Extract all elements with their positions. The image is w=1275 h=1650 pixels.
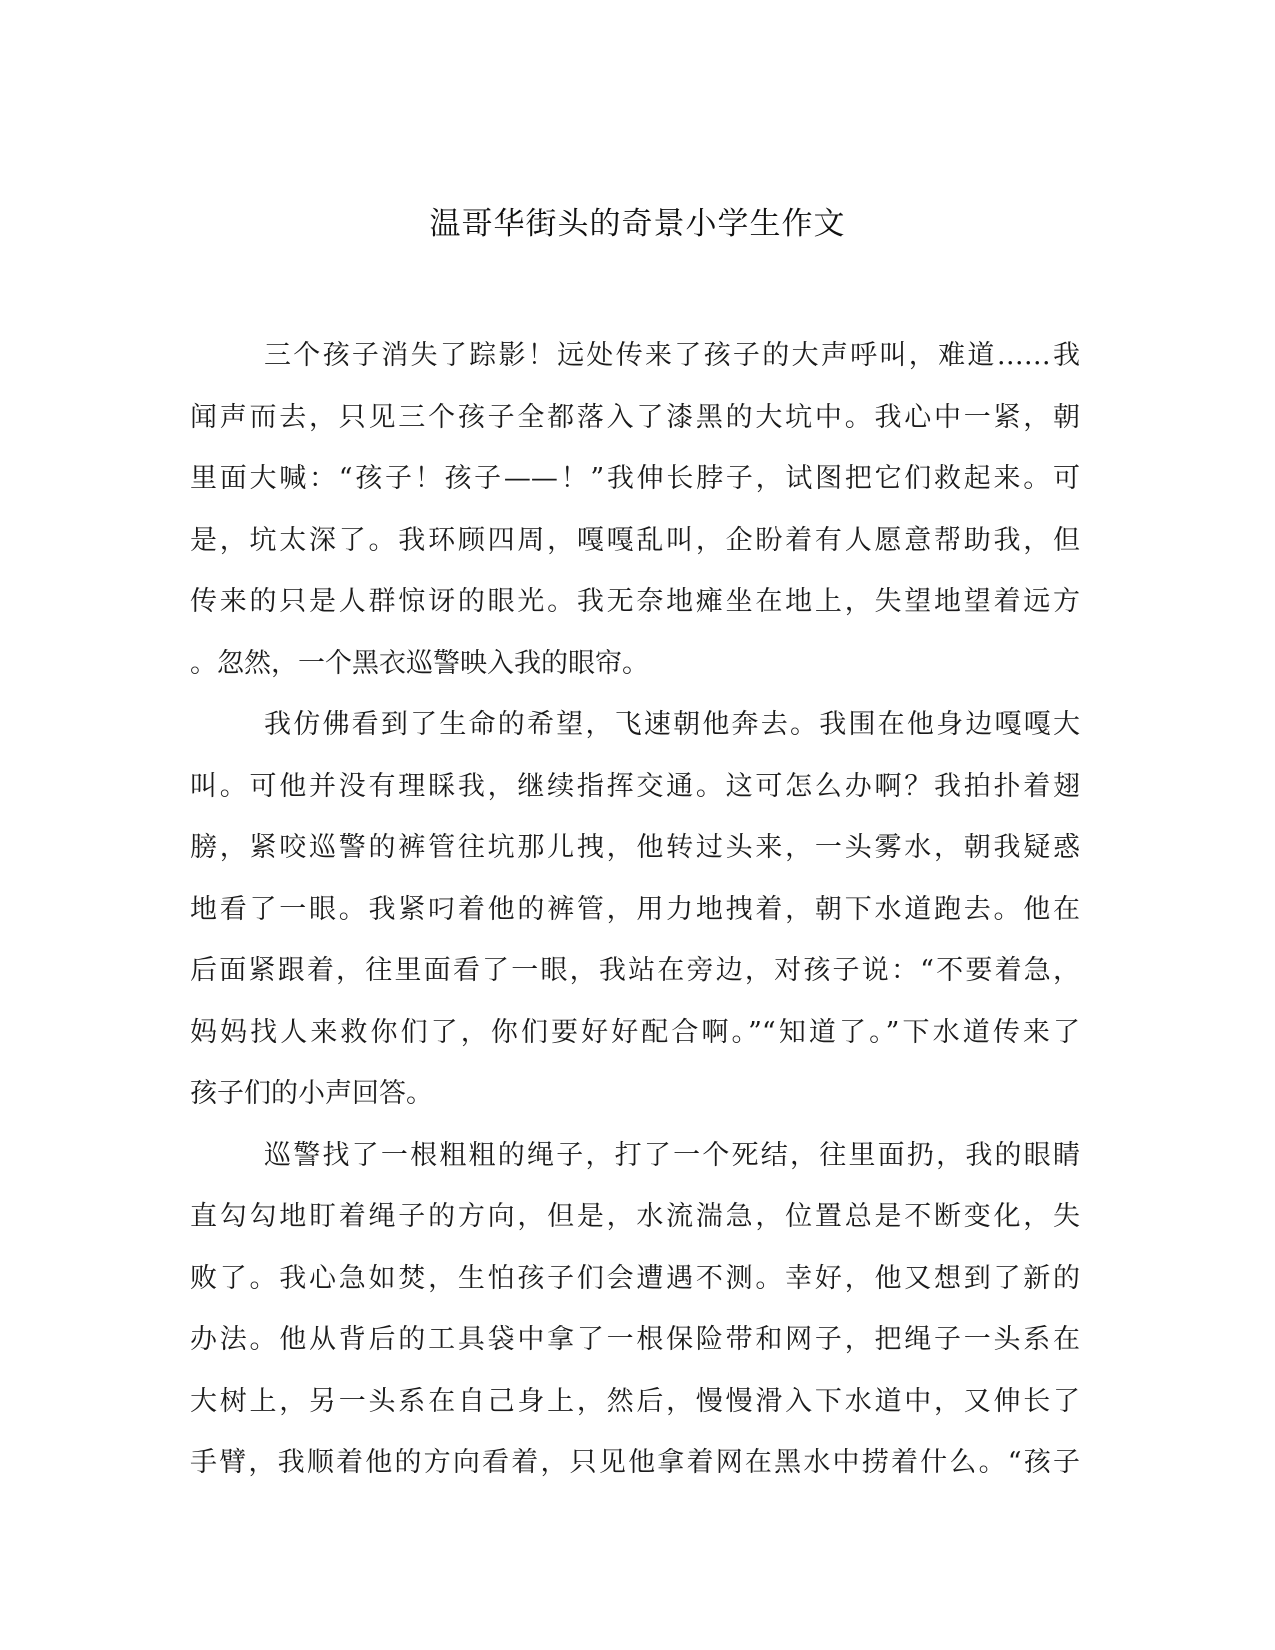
paragraph-1 xyxy=(190,325,1080,694)
text-line: 我仿佛看到了生命的希望，飞速朝他奔去。我围在他身边嘎嘎大 xyxy=(264,709,1080,740)
document-body xyxy=(190,325,1080,1494)
text-line: 孩子们的小声回答。 xyxy=(190,1078,433,1109)
text-line: 巡警找了一根粗粗的绳子，打了一个死结，往里面扔，我的眼睛 xyxy=(264,1139,1080,1171)
paragraph-3 xyxy=(190,1125,1080,1494)
text-line: 里面大喊：“孩子！孩子——！”我伸长脖子，试图把它们救起来。可 xyxy=(190,463,1080,494)
text-line: 膀，紧咬巡警的裤管往坑那儿拽，他转过头来，一头雾水，朝我疑惑 xyxy=(190,832,1080,863)
text-line: 地看了一眼。我紧叼着他的裤管，用力地拽着，朝下水道跑去。他在 xyxy=(190,893,1080,925)
text-line: 手臂，我顺着他的方向看着，只见他拿着网在黑水中捞着什么。“孩子 xyxy=(190,1447,1080,1478)
text-line: 传来的只是人群惊讶的眼光。我无奈地瘫坐在地上，失望地望着远方 xyxy=(190,586,1080,617)
paragraph-2 xyxy=(190,694,1080,1125)
text-line: 三个孩子消失了踪影！远处传来了孩子的大声呼叫，难道……我 xyxy=(264,340,1080,371)
text-line: 闻声而去，只见三个孩子全都落入了漆黑的大坑中。我心中一紧，朝 xyxy=(190,401,1080,433)
text-line: 叫。可他并没有理睬我，继续指挥交通。这可怎么办啊？我拍扑着翅 xyxy=(190,770,1080,802)
text-line: 大树上，另一头系在自己身上，然后，慢慢滑入下水道中，又伸长了 xyxy=(190,1385,1080,1417)
text-line: 后面紧跟着，往里面看了一眼，我站在旁边，对孩子说：“不要着急， xyxy=(190,955,1080,986)
text-line: 妈妈找人来救你们了，你们要好好配合啊。”“知道了。”下水道传来了 xyxy=(190,1016,1080,1048)
text-line: 是，坑太深了。我环顾四周，嘎嘎乱叫，企盼着有人愿意帮助我，但 xyxy=(190,524,1080,556)
text-line: 直勾勾地盯着绳子的方向，但是，水流湍急，位置总是不断变化，失 xyxy=(190,1201,1080,1232)
text-line: 。忽然，一个黑衣巡警映入我的眼帘。 xyxy=(190,647,649,679)
text-line: 败了。我心急如焚，生怕孩子们会遭遇不测。幸好，他又想到了新的 xyxy=(190,1262,1080,1294)
document-title: 温哥华街头的奇景小学生作文 xyxy=(429,206,846,242)
text-line: 办法。他从背后的工具袋中拿了一根保险带和网子，把绳子一头系在 xyxy=(190,1324,1080,1355)
